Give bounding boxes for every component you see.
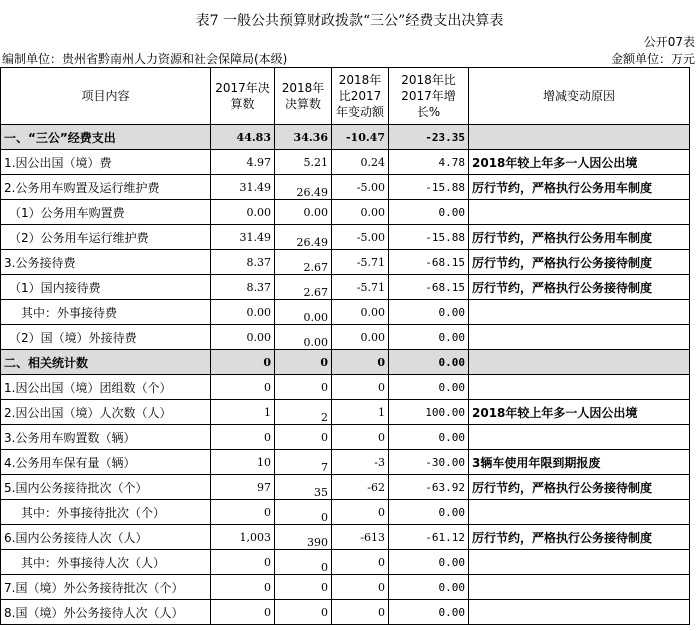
row-item: （2）公务用车运行维护费 (1, 225, 211, 250)
row-pct: -68.15 (389, 250, 469, 275)
row-reason (469, 325, 690, 350)
row-change: 0 (332, 425, 389, 450)
table-row (1, 325, 690, 350)
row-reason (469, 350, 690, 375)
row-pct: 0.00 (389, 200, 469, 225)
row-pct: -15.88 (389, 225, 469, 250)
row-change: 0.00 (332, 325, 389, 350)
row-pct: 0.00 (389, 500, 469, 525)
compiling-unit: 编制单位：贵州省黔南州人力资源和社会保障局(本级) (2, 52, 288, 66)
row-item: 8.国（境）外公务接待人次（人） (1, 600, 211, 625)
table-row (1, 525, 690, 550)
row-change: -62 (332, 475, 389, 500)
row-pct: -63.92 (389, 475, 469, 500)
header-2017: 2017年决算数 (211, 68, 275, 125)
row-change: 1 (332, 400, 389, 425)
table-row (1, 450, 690, 475)
row-change: -3 (332, 450, 389, 475)
row-2017: 0 (211, 500, 275, 525)
row-2018: 0 (275, 600, 332, 625)
table-title: 表7 一般公共预算财政拨款“三公”经费支出决算表 (195, 13, 504, 29)
row-reason (469, 125, 690, 150)
row-item: （1）公务用车购置费 (1, 200, 211, 225)
table-row (1, 575, 690, 600)
row-item: 1.因公出国（境）费 (1, 150, 211, 175)
row-reason: 2018年较上年多一人因公出境 (469, 150, 690, 175)
row-pct: 0.00 (389, 425, 469, 450)
row-reason: 3辆车使用年限到期报废 (469, 450, 690, 475)
row-2017: 1 (211, 400, 275, 425)
row-reason (469, 575, 690, 600)
row-2017: 0 (211, 350, 275, 375)
amount-unit: 金额单位：万元 (610, 52, 695, 66)
row-2017: 44.83 (211, 125, 275, 150)
header-pct: 2018年比2017年增长% (389, 68, 469, 125)
row-2017: 0.00 (211, 325, 275, 350)
row-2017: 0 (211, 550, 275, 575)
row-reason: 厉行节约，严格执行公务接待制度 (469, 250, 690, 275)
row-reason (469, 600, 690, 625)
row-item: 6.国内公务接待人次（人） (1, 525, 211, 550)
row-pct: 0.00 (389, 325, 469, 350)
row-pct: -23.35 (389, 125, 469, 150)
row-2018: 34.36 (275, 125, 332, 150)
table-row (1, 600, 690, 625)
row-change: 0.24 (332, 150, 389, 175)
row-2018: 0.00 (275, 200, 332, 225)
row-reason (469, 300, 690, 325)
row-2018: 0.00 (275, 300, 332, 325)
row-2017: 31.49 (211, 175, 275, 200)
table-row (1, 275, 690, 300)
row-2018: 0.00 (275, 325, 332, 350)
row-item: 3.公务用车购置数（辆） (1, 425, 211, 450)
table-row (1, 350, 690, 375)
row-change: 0 (332, 500, 389, 525)
row-2017: 0 (211, 575, 275, 600)
table-row (1, 175, 690, 200)
row-2018: 0 (275, 425, 332, 450)
row-item: 5.国内公务接待批次（个） (1, 475, 211, 500)
row-2017: 0.00 (211, 300, 275, 325)
row-item: （1）国内接待费 (1, 275, 211, 300)
row-2017: 0.00 (211, 200, 275, 225)
row-2018: 26.49 (275, 225, 332, 250)
row-reason (469, 200, 690, 225)
row-change: -5.71 (332, 250, 389, 275)
row-change: 0 (332, 375, 389, 400)
row-reason: 2018年较上年多一人因公出境 (469, 400, 690, 425)
row-item: 其中：外事接待人次（人） (1, 550, 211, 575)
row-pct: 0.00 (389, 600, 469, 625)
row-reason: 厉行节约，严格执行公务接待制度 (469, 475, 690, 500)
row-item: 2.因公出国（境）人次数（人） (1, 400, 211, 425)
row-2018: 0 (275, 500, 332, 525)
row-reason (469, 550, 690, 575)
row-2018: 0 (275, 350, 332, 375)
row-change: -613 (332, 525, 389, 550)
header-2018: 2018年决算数 (275, 68, 332, 125)
table-row (1, 425, 690, 450)
table-row (1, 300, 690, 325)
row-2018: 2 (275, 400, 332, 425)
row-pct: -15.88 (389, 175, 469, 200)
row-reason: 厉行节约，严格执行公务接待制度 (469, 275, 690, 300)
row-reason: 厉行节约，严格执行公务用车制度 (469, 175, 690, 200)
row-item: 7.国（境）外公务接待批次（个） (1, 575, 211, 600)
row-change: 0 (332, 575, 389, 600)
header-change: 2018年比2017年变动额 (332, 68, 389, 125)
row-2017: 0 (211, 425, 275, 450)
row-item: 一、“三公”经费支出 (1, 125, 211, 150)
row-pct: -61.12 (389, 525, 469, 550)
row-pct: -30.00 (389, 450, 469, 475)
row-item: （2）国（境）外接待费 (1, 325, 211, 350)
row-reason (469, 425, 690, 450)
row-pct: 0.00 (389, 375, 469, 400)
table-row (1, 500, 690, 525)
row-2018: 7 (275, 450, 332, 475)
row-2017: 31.49 (211, 225, 275, 250)
row-2018: 26.49 (275, 175, 332, 200)
table-row (1, 375, 690, 400)
row-2017: 4.97 (211, 150, 275, 175)
row-pct: 4.78 (389, 150, 469, 175)
row-2018: 2.67 (275, 250, 332, 275)
table-row (1, 150, 690, 175)
row-change: 0 (332, 350, 389, 375)
row-2018: 35 (275, 475, 332, 500)
table-row (1, 475, 690, 500)
row-change: -5.71 (332, 275, 389, 300)
row-pct: 100.00 (389, 400, 469, 425)
row-reason (469, 375, 690, 400)
row-2017: 0 (211, 375, 275, 400)
table-code: 公开07表 (643, 35, 695, 49)
table-row (1, 225, 690, 250)
row-2017: 0 (211, 600, 275, 625)
row-change: -5.00 (332, 175, 389, 200)
row-item: 二、相关统计数 (1, 350, 211, 375)
row-item: 3.公务接待费 (1, 250, 211, 275)
row-item: 2.公务用车购置及运行维护费 (1, 175, 211, 200)
row-2017: 8.37 (211, 250, 275, 275)
row-item: 1.因公出国（境）团组数（个） (1, 375, 211, 400)
row-item: 其中：外事接待批次（个） (1, 500, 211, 525)
row-2017: 97 (211, 475, 275, 500)
row-pct: 0.00 (389, 575, 469, 600)
row-reason: 厉行节约，严格执行公务接待制度 (469, 525, 690, 550)
table-row (1, 550, 690, 575)
row-item: 其中：外事接待费 (1, 300, 211, 325)
row-change: 0.00 (332, 300, 389, 325)
row-change: -10.47 (332, 125, 389, 150)
row-pct: 0.00 (389, 350, 469, 375)
row-reason: 厉行节约，严格执行公务用车制度 (469, 225, 690, 250)
row-2018: 0 (275, 550, 332, 575)
table-row (1, 125, 690, 150)
row-item: 4.公务用车保有量（辆） (1, 450, 211, 475)
header-reason: 增减变动原因 (469, 68, 690, 125)
table-row (1, 400, 690, 425)
header-item: 项目内容 (1, 68, 211, 125)
row-2017: 1,003 (211, 525, 275, 550)
table-header-row (1, 68, 690, 125)
row-2018: 2.67 (275, 275, 332, 300)
row-pct: -68.15 (389, 275, 469, 300)
row-pct: 0.00 (389, 300, 469, 325)
row-2018: 5.21 (275, 150, 332, 175)
table-row (1, 250, 690, 275)
expenditure-table (0, 67, 690, 625)
row-2018: 390 (275, 525, 332, 550)
row-change: 0 (332, 550, 389, 575)
row-change: -5.00 (332, 225, 389, 250)
table-body (1, 125, 690, 625)
row-change: 0 (332, 600, 389, 625)
row-2018: 0 (275, 575, 332, 600)
row-change: 0.00 (332, 200, 389, 225)
row-2018: 0 (275, 375, 332, 400)
row-pct: 0.00 (389, 550, 469, 575)
row-reason (469, 500, 690, 525)
row-2017: 8.37 (211, 275, 275, 300)
table-row (1, 200, 690, 225)
row-2017: 10 (211, 450, 275, 475)
